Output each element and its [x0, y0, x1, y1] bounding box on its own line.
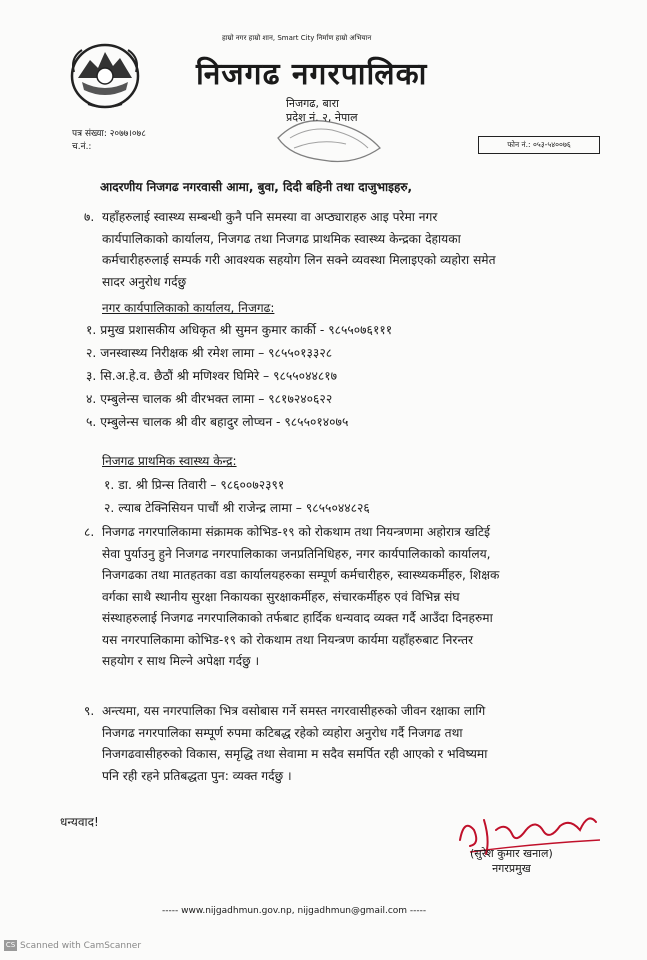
- paragraph-line: यस नगरपालिकामा कोभिड-१९ को रोकथाम तथा नियन्त्रण कार्यमा यहाँहरुबाट निरन्तर: [102, 632, 474, 647]
- list-item: १. डा. श्री प्रिन्स तिवारी – ९८६००७२३९१: [104, 478, 285, 492]
- list-item: ५. एम्बुलेन्स चालक श्री वीर बहादुर लोप्चन - ९८५५०१४०७५: [86, 415, 349, 429]
- paragraph-line: निजगढवासीहरुको विकास, समृद्धि तथा सेवामा म सदैव समर्पित रही आएको र भविष्यमा: [102, 747, 488, 761]
- list-item: २. ल्याब टेक्निसियन पाचौं श्री राजेन्द्र लामा – ९८५५०४४८२६: [104, 501, 370, 515]
- reference-number: पत्र संख्या: २०७७।०७८: [72, 129, 146, 139]
- list-item: २. जनस्वास्थ्य निरीक्षक श्री रमेश लामा – ९८५५०१३३२८: [86, 346, 333, 360]
- paragraph-line: निजगढ नगरपालिकामा संक्रामक कोभिड-१९ को रोकथाम तथा नियन्त्रणमा अहोरात्र खटिई: [102, 525, 490, 539]
- paragraph-line: कर्मचारीहरुलाई सम्पर्क गरी आवश्यक सहयोग लिन सक्ने व्यवस्था मिलाइएको व्यहोरा समेत: [102, 253, 496, 267]
- paragraph-9-number: ९.: [84, 704, 95, 718]
- address-line-1: निजगढ, बारा: [286, 97, 339, 110]
- paragraph-line: सादर अनुरोध गर्दछु: [102, 274, 187, 289]
- list-item: ३. सि.अ.हे.व. छैठौं श्री मणिश्वर घिमिरे – ९८५५०४४८१७: [86, 369, 338, 383]
- paragraph-line: सेवा पुर्याउनु हुने निजगढ नगरपालिकाका जनप्रतिनिधिहरु, नगर कार्यपालिकाको कार्यालय,: [102, 546, 491, 561]
- page-title: निजगढ नगरपालिका: [196, 57, 428, 92]
- address-line-2: प्रदेश नं. २, नेपाल: [286, 111, 358, 124]
- list-item: १. प्रमुख प्रशासकीय अधिकृत श्री सुमन कुमार कार्की - ९८५५०७६१११: [86, 323, 393, 337]
- scanner-text: Scanned with CamScanner: [20, 941, 142, 951]
- paragraph-7: [102, 207, 496, 293]
- signature-block: [470, 846, 553, 876]
- nepal-emblem-icon: [68, 38, 142, 110]
- paragraph-8: [102, 522, 499, 673]
- paragraph-line: निजगढका तथा मातहतका वडा कार्यालयहरुका सम्पूर्ण कर्मचारीहरु, स्वास्थ्यकर्मीहरु, शिक्षक: [102, 568, 500, 582]
- closing-thanks: धन्यवाद!: [60, 815, 99, 829]
- health-contact-list: [104, 474, 370, 520]
- reference-block: [72, 128, 146, 154]
- paragraph-8-number: ८.: [84, 525, 95, 539]
- signatory-name: (सुरेश कुमार खनाल): [470, 847, 553, 860]
- slogan: हाम्रो नगर हाम्रो शान, Smart City निर्माण हाम्रो अभियान: [222, 34, 372, 42]
- paragraph-line: सहयोग र साथ मिल्ने अपेक्षा गर्दछु ।: [102, 654, 260, 668]
- footer-contact: ----- www.nijgadhmun.gov.np, nijgadhmun@gmail.com -----: [162, 906, 427, 916]
- scanner-watermark: [4, 940, 141, 951]
- signatory-position: नगरप्रमुख: [492, 862, 531, 875]
- dispatch-number: च.नं.:: [72, 142, 92, 152]
- paragraph-line: संस्थाहरुलाई निजगढ नगरपालिकाको तर्फबाट हार्दिक धन्यवाद व्यक्त गर्दै आउँदा दिनहरुमा: [102, 611, 493, 625]
- paragraph-9: [102, 701, 487, 787]
- paragraph-line: यहाँहरुलाई स्वास्थ्य सम्बन्धी कुनै पनि समस्या वा अप्ठ्याराहरु आइ परेमा नगर: [102, 210, 438, 224]
- camscanner-logo-icon: CS: [5, 941, 16, 949]
- office-contact-list: [86, 319, 392, 434]
- paragraph-line: कार्यपालिकाको कार्यालय, निजगढ तथा निजगढ प्राथमिक स्वास्थ्य केन्द्रका देहायका: [102, 231, 461, 246]
- list-item: ४. एम्बुलेन्स चालक श्री वीरभक्त लामा – ९८१७२४०६२२: [86, 392, 333, 406]
- paragraph-line: निजगढ नगरपालिका सम्पूर्ण रुपमा कटिबद्ध रहेको व्यहोरा अनुरोध गर्दै निजगढ तथा: [102, 725, 463, 740]
- phone-number: फोन नं.: ०५३-५४००७६: [478, 136, 600, 154]
- paragraph-line: अन्त्यमा, यस नगरपालिका भित्र वसोबास गर्ने समस्त नगरवासीहरुको जीवन रक्षाका लागि: [102, 704, 486, 718]
- health-center-heading: निजगढ प्राथमिक स्वास्थ्य केन्द्र:: [102, 454, 237, 468]
- office-heading: नगर कार्यपालिकाको कार्यालय, निजगढ:: [102, 301, 275, 315]
- official-stamp-icon: [270, 108, 390, 168]
- greeting: आदरणीय निजगढ नगरवासी आमा, बुवा, दिदी बहिनी तथा दाजुभाइहरु,: [100, 180, 413, 194]
- paragraph-line: वर्गका साथै स्थानीय सुरक्षा निकायका सुरक्षाकर्मीहरु, संचारकर्मीहरु एवं विभिन्न संघ: [102, 589, 460, 604]
- paragraph-line: पनि रही रहने प्रतिबद्धता पुन: व्यक्त गर्दछु ।: [102, 768, 292, 783]
- paragraph-7-number: ७.: [84, 210, 95, 224]
